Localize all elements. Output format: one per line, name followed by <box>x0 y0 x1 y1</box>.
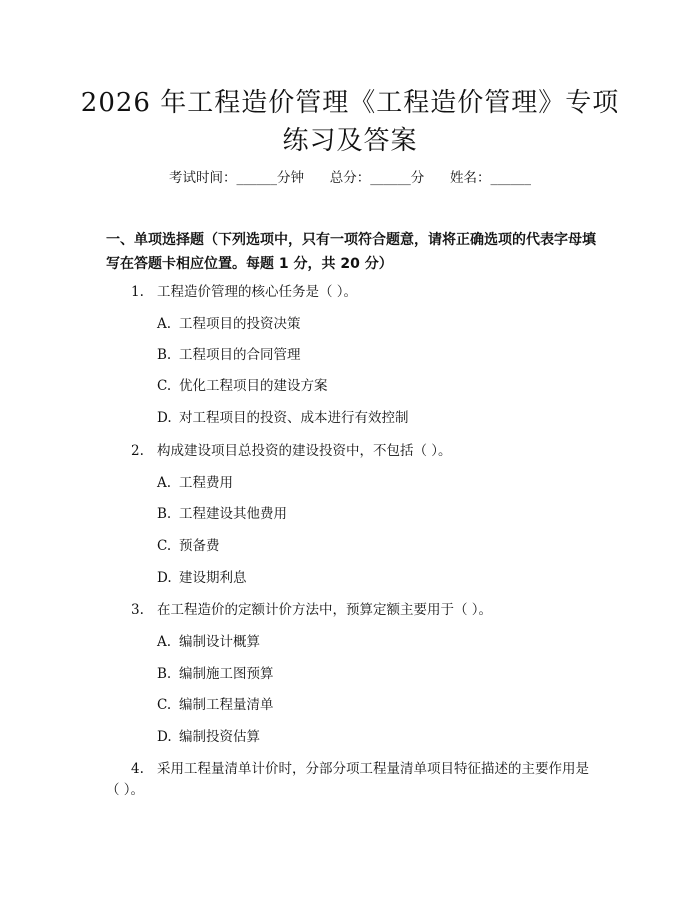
section-heading-line-1: 一、单项选择题（下列选项中，只有一项符合题意，请将正确选项的代表字母填 <box>106 232 596 248</box>
option-letter: A. <box>157 634 172 650</box>
option-d <box>157 567 247 589</box>
option-b <box>157 663 274 685</box>
question-number: 2. <box>131 443 144 459</box>
question-number: 3. <box>131 602 144 618</box>
question-number: 1. <box>131 284 144 300</box>
option-letter: C. <box>157 538 172 554</box>
option-text: 预备费 <box>179 538 220 554</box>
option-letter: A. <box>157 316 172 332</box>
option-c <box>157 694 274 716</box>
option-letter: D. <box>157 410 172 426</box>
question-4-continuation: （ ）。 <box>106 782 145 798</box>
option-a <box>157 472 233 494</box>
option-c <box>157 535 220 557</box>
option-b <box>157 344 301 366</box>
document-title-line-1: 2026 年工程造价管理《工程造价管理》专项 <box>80 88 620 118</box>
option-a <box>157 631 260 653</box>
option-text: 编制设计概算 <box>179 634 260 650</box>
question-text: 工程造价管理的核心任务是（ ）。 <box>157 284 358 300</box>
option-letter: D. <box>157 570 172 586</box>
option-text: 工程建设其他费用 <box>179 506 287 522</box>
option-text: 编制施工图预算 <box>179 666 274 682</box>
option-letter: D. <box>157 729 172 745</box>
question-text: 采用工程量清单计价时，分部分项工程量清单项目特征描述的主要作用是 <box>157 761 589 777</box>
option-a <box>157 313 301 335</box>
section-heading-line-2: 写在答题卡相应位置。每题 1 分，共 20 分） <box>106 256 393 272</box>
option-b <box>157 503 287 525</box>
question-text: 构成建设项目总投资的建设投资中，不包括（ ）。 <box>157 443 452 459</box>
question-number: 4. <box>131 761 144 777</box>
option-letter: B. <box>157 347 172 363</box>
option-letter: B. <box>157 506 172 522</box>
option-letter: A. <box>157 475 172 491</box>
option-text: 编制投资估算 <box>179 729 260 745</box>
option-letter: C. <box>157 697 172 713</box>
option-text: 对工程项目的投资、成本进行有效控制 <box>179 410 409 426</box>
exam-info: 考试时间：______分钟 总分：______分 姓名：______ <box>169 170 531 186</box>
question-text: 在工程造价的定额计价方法中，预算定额主要用于（ ）。 <box>157 602 493 618</box>
option-letter: C. <box>157 378 172 394</box>
option-letter: B. <box>157 666 172 682</box>
option-d <box>157 407 409 429</box>
option-text: 建设期利息 <box>179 570 247 586</box>
option-text: 优化工程项目的建设方案 <box>179 378 328 394</box>
option-text: 工程项目的投资决策 <box>179 316 301 332</box>
document-title-line-2: 练习及答案 <box>282 126 418 156</box>
option-text: 工程项目的合同管理 <box>179 347 301 363</box>
option-d <box>157 726 260 748</box>
option-c <box>157 375 328 397</box>
option-text: 编制工程量清单 <box>179 697 274 713</box>
option-text: 工程费用 <box>179 475 233 491</box>
